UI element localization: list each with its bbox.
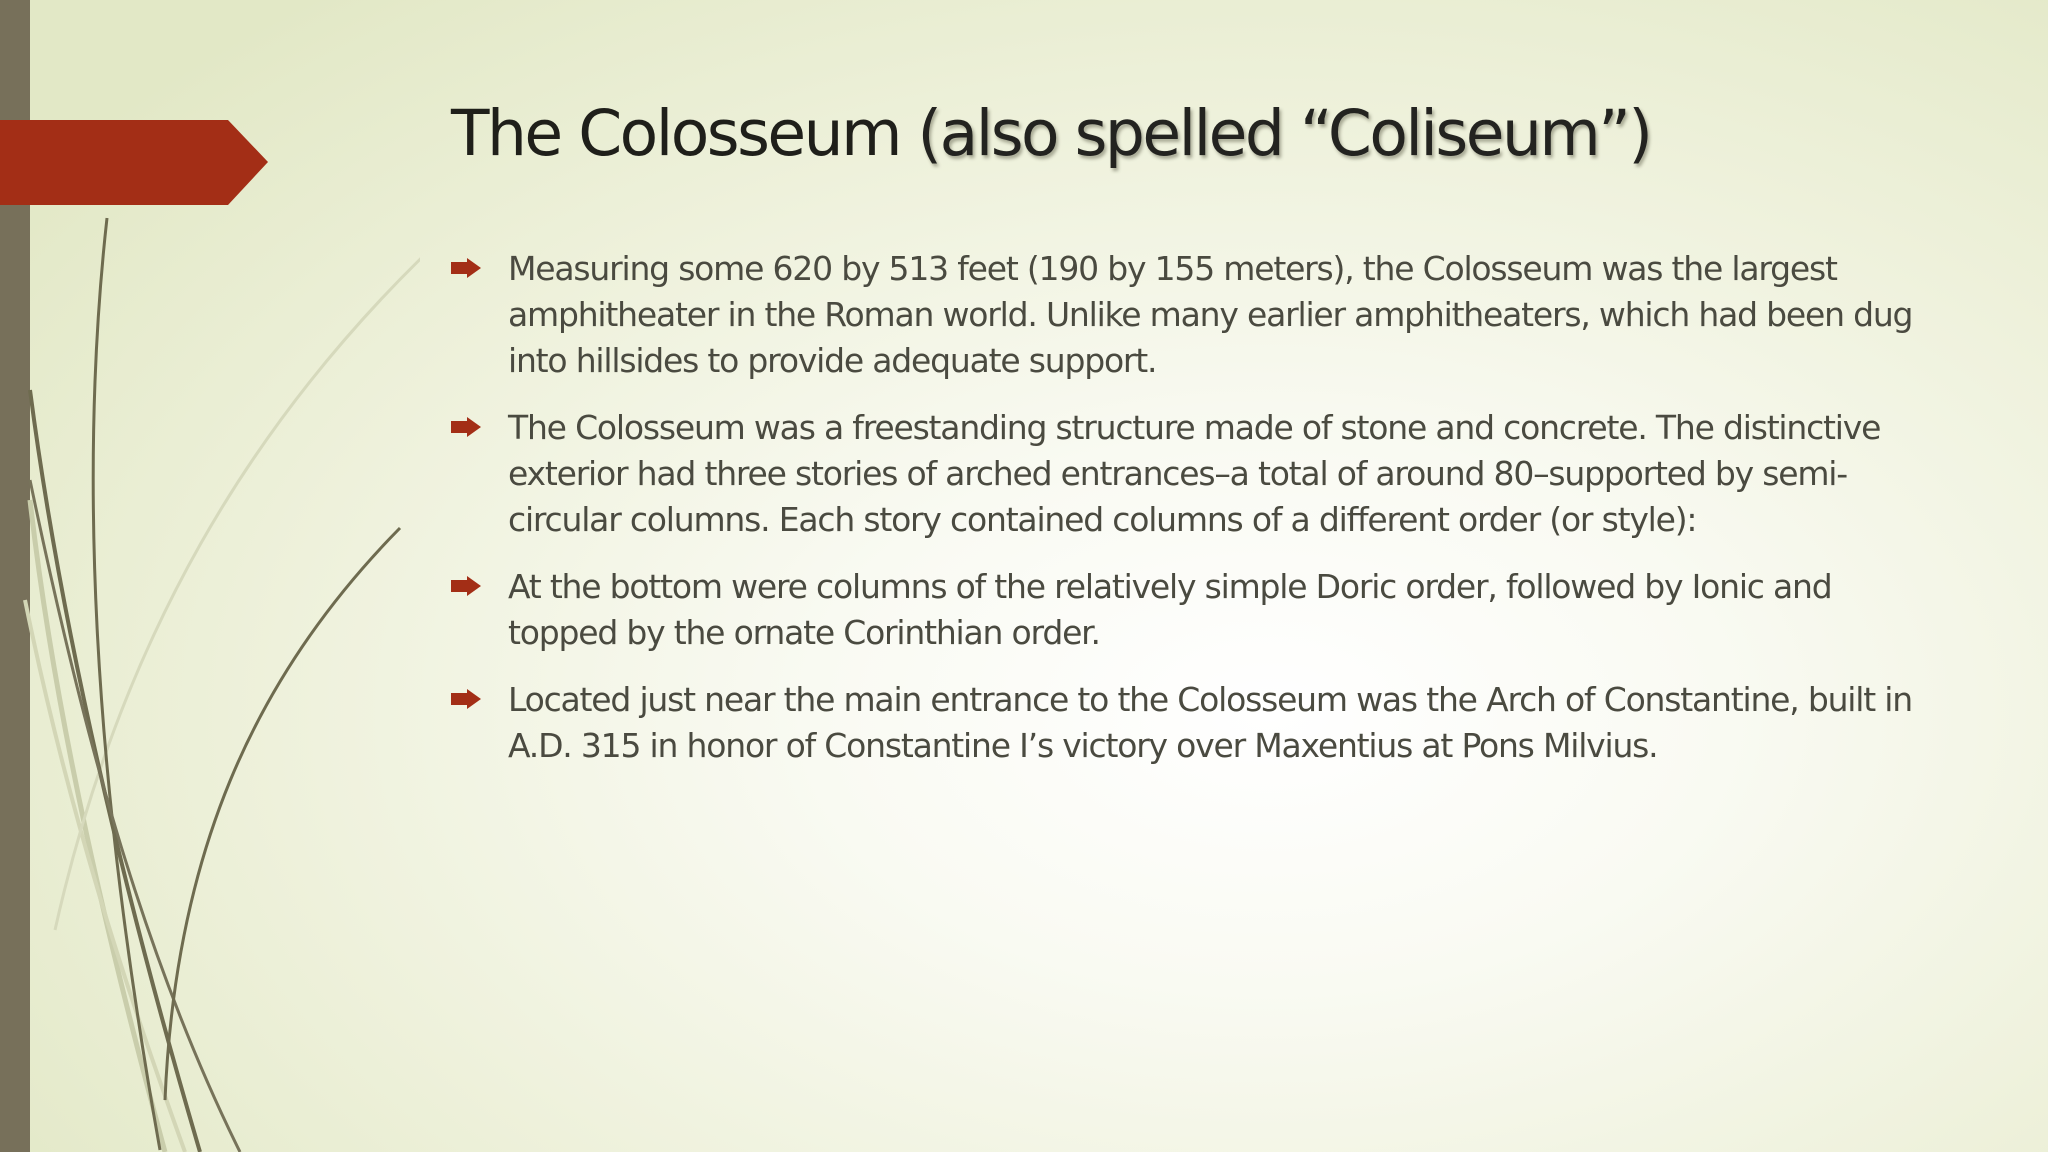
slide-title-alt-spelling: (also spelled “Coliseum”) <box>917 97 1651 170</box>
slide-title-main: The Colosseum <box>451 97 918 170</box>
slide-title <box>451 94 2011 174</box>
bullet-text: At the bottom were columns of the relatively simple Doric order, followed by Ionic and topped by the ornate Corinthian order. <box>508 567 1832 652</box>
bullet-text: Measuring some 620 by 513 feet (190 by 155 meters), the Colosseum was the largest amphitheater in the Roman world. Unlike many earlier amphitheaters, which had been dug into hillsides to provide adequate support. <box>508 249 1913 380</box>
right-arrow-icon <box>451 689 481 709</box>
accent-tab-shape <box>0 120 268 205</box>
bullet-list <box>451 246 1931 790</box>
right-arrow-icon <box>451 258 481 278</box>
bullet-item <box>451 564 1931 656</box>
bullet-item <box>451 677 1931 769</box>
right-arrow-icon <box>451 576 481 596</box>
bullet-item <box>451 405 1931 543</box>
bullet-text: The Colosseum was a freestanding structure made of stone and concrete. The distinctive exterior had three stories of arched entrances–a total of around 80–supported by semi-circular columns. Each story contained columns of a different order (or style): <box>508 408 1881 539</box>
bullet-item <box>451 246 1931 384</box>
bullet-text: Located just near the main entrance to the Colosseum was the Arch of Constantine, built in A.D. 315 in honor of Constantine I’s victory over Maxentius at Pons Milvius. <box>508 680 1912 765</box>
right-arrow-icon <box>451 417 481 437</box>
